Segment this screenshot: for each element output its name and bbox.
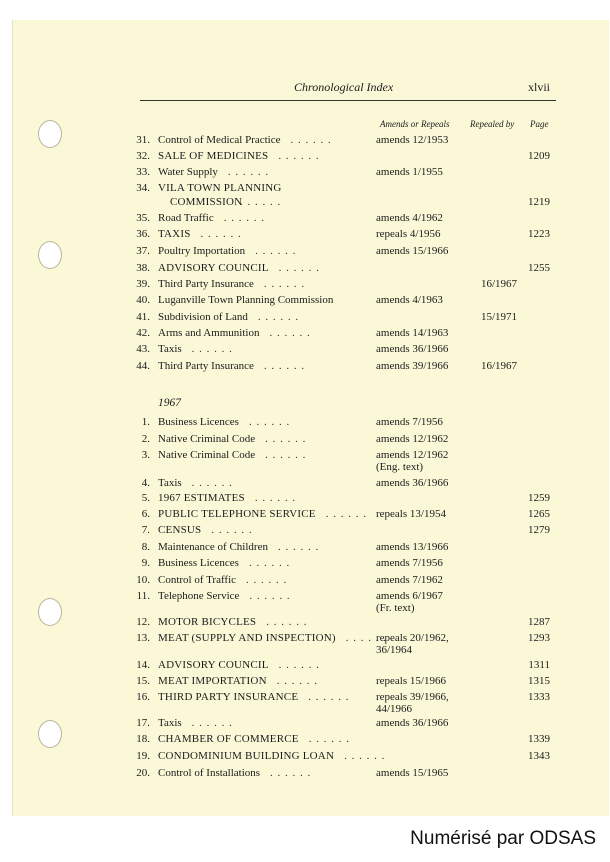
amends-or-repeals-continued: 44/1966	[376, 703, 413, 715]
page-reference: 1333	[528, 691, 550, 703]
amends-or-repeals-continued: (Fr. text)	[376, 602, 415, 614]
entry-title: Control of Traffic	[158, 574, 237, 586]
leader-dots: . . . . . .	[200, 228, 242, 240]
entry-number: 9.	[141, 557, 150, 569]
amends-or-repeals: repeals 4/1956	[376, 228, 441, 240]
leader-dots: . . . . . .	[263, 278, 306, 290]
leader-dots: . . . . . .	[191, 477, 233, 489]
amends-or-repeals: amends 39/1966	[376, 360, 449, 372]
header-rule	[140, 100, 556, 101]
leader-dots: . . . . . .	[255, 245, 297, 257]
page-reference: 1223	[528, 228, 550, 240]
entry-title: CONDOMINIUM BUILDING LOAN	[158, 750, 335, 762]
leader-dots: . . . . . .	[248, 416, 291, 428]
entry-number: 34.	[136, 182, 150, 194]
amends-or-repeals: amends 36/1966	[376, 343, 449, 355]
entry-number: 35.	[136, 212, 150, 224]
amends-or-repeals-continued: 36/1964	[376, 644, 413, 656]
amends-or-repeals: amends 14/1963	[376, 327, 449, 339]
entry-number: 14.	[136, 659, 150, 671]
entry-number: 39.	[136, 278, 150, 290]
column-header-amends: Amends or Repeals	[380, 119, 450, 129]
entry-number: 11.	[136, 590, 150, 602]
leader-dots: . . . . . .	[240, 195, 282, 208]
entry-title: Poultry Importation	[158, 245, 246, 257]
repealed-by: 16/1967	[481, 278, 518, 290]
leader-dots: . . . . . .	[277, 541, 320, 553]
leader-dots: . . . . . .	[345, 632, 388, 644]
entry-title: 1967 ESTIMATES	[158, 492, 245, 504]
leader-dots: . . . . . .	[254, 492, 297, 504]
amends-or-repeals: repeals 13/1954	[376, 508, 446, 520]
entry-title: SALE OF MEDICINES	[158, 150, 269, 162]
entry-title: Native Criminal Code	[158, 449, 256, 461]
entry-title: Business Licences	[158, 416, 239, 428]
entry-title: Luganville Town Planning Commission	[158, 294, 334, 306]
leader-dots: . . . . . .	[265, 449, 307, 461]
leader-dots: . . . . . .	[191, 717, 233, 729]
amends-or-repeals: amends 7/1956	[376, 557, 443, 569]
entry-number: 5.	[141, 492, 150, 504]
entry-number: 18.	[136, 733, 150, 745]
amends-or-repeals: amends 36/1966	[376, 477, 449, 489]
entry-number: 1.	[141, 416, 150, 428]
leader-dots: . . . . . .	[227, 166, 270, 178]
amends-or-repeals: amends 36/1966	[376, 717, 449, 729]
entry-title: Business Licences	[158, 557, 239, 569]
entry-title: Taxis	[158, 717, 182, 729]
entry-number: 16.	[136, 691, 150, 703]
amends-or-repeals: repeals 39/1966,	[376, 691, 449, 703]
leader-dots: . . . . . .	[246, 574, 288, 586]
entry-title: TAXIS	[158, 228, 191, 240]
entry-number: 15.	[136, 675, 150, 687]
entry-title: CENSUS	[158, 524, 202, 536]
entry-title: Third Party Insurance	[158, 360, 254, 372]
entry-title: Road Traffic	[158, 212, 214, 224]
amends-or-repeals: repeals 20/1962,	[376, 632, 449, 644]
entry-number: 6.	[141, 508, 150, 520]
entry-number: 4.	[141, 477, 150, 489]
leader-dots: . . . . . .	[278, 262, 320, 274]
leader-dots: . . . . . .	[290, 134, 332, 146]
leader-dots: . . . . . .	[249, 590, 291, 602]
amends-or-repeals: amends 4/1963	[376, 294, 443, 306]
entry-number: 20.	[136, 767, 150, 779]
leader-dots: . . . . . .	[269, 327, 311, 339]
page-reference: 1311	[528, 659, 550, 671]
entry-title: Control of Installations	[158, 767, 261, 779]
entry-number: 40.	[136, 294, 150, 306]
leader-dots: . . . . . .	[278, 659, 320, 671]
entry-number: 12.	[136, 616, 150, 628]
leader-dots: . . . . . .	[276, 675, 318, 687]
entry-number: 36.	[136, 228, 150, 240]
amends-or-repeals: amends 12/1962	[376, 433, 449, 445]
amends-or-repeals: amends 12/1962	[376, 449, 449, 461]
entry-number: 8.	[141, 541, 150, 553]
entry-number: 2.	[141, 433, 150, 445]
entry-number: 10.	[136, 574, 150, 586]
amends-or-repeals: amends 7/1962	[376, 574, 443, 586]
page-reference: 1219	[528, 195, 550, 208]
amends-or-repeals: amends 15/1965	[376, 767, 449, 779]
leader-dots: . . . . . .	[211, 524, 253, 536]
column-header-page: Page	[530, 119, 549, 129]
leader-dots: . . . . . .	[263, 360, 306, 372]
entry-number: 13.	[136, 632, 150, 644]
page-reference: 1209	[528, 150, 550, 162]
amends-or-repeals: amends 13/1966	[376, 541, 449, 553]
entry-title: Control of Medical Practice	[158, 134, 281, 146]
entry-title: Arms and Ammunition	[158, 327, 260, 339]
entry-title: Taxis	[158, 343, 182, 355]
repealed-by: 15/1971	[481, 311, 518, 323]
leader-dots: . . . . . .	[191, 343, 233, 355]
amends-or-repeals: amends 7/1956	[376, 416, 443, 428]
entry-number: 19.	[136, 750, 150, 762]
entry-number: 37.	[136, 245, 150, 257]
entry-title: CHAMBER OF COMMERCE	[158, 733, 299, 745]
entry-number: 43.	[136, 343, 150, 355]
entry-number: 17.	[136, 717, 150, 729]
leader-dots: . . . . . .	[308, 691, 350, 703]
page-reference: 1293	[528, 632, 550, 644]
page-reference: 1343	[528, 750, 550, 762]
column-header-repealed: Repealed by	[470, 119, 515, 129]
repealed-by: 16/1967	[481, 360, 518, 372]
entry-title: ADVISORY COUNCIL	[158, 262, 269, 274]
digitization-credit: Numérisé par ODSAS	[410, 828, 596, 849]
year-heading: 1967	[158, 397, 181, 409]
page-reference: 1255	[528, 262, 550, 274]
page-number: xlvii	[528, 80, 551, 94]
amends-or-repeals: amends 15/1966	[376, 245, 449, 257]
entry-number: 32.	[136, 150, 150, 162]
entry-title: Water Supply	[158, 166, 218, 178]
entry-title: MEAT (SUPPLY AND INSPECTION)	[158, 632, 336, 644]
entry-title: PUBLIC TELEPHONE SERVICE	[158, 508, 316, 520]
amends-or-repeals: amends 1/1955	[376, 166, 443, 178]
entry-title: Telephone Service	[158, 590, 240, 602]
amends-or-repeals: repeals 15/1966	[376, 675, 446, 687]
entry-title: Third Party Insurance	[158, 278, 254, 290]
page-reference: 1339	[528, 733, 550, 745]
entry-title: MEAT IMPORTATION	[158, 675, 267, 687]
page-reference: 1265	[528, 508, 550, 520]
entry-title: ADVISORY COUNCIL	[158, 659, 269, 671]
page-reference: 1259	[528, 492, 550, 504]
leader-dots: . . . . . .	[265, 433, 307, 445]
entry-title: THIRD PARTY INSURANCE	[158, 691, 299, 703]
amends-or-repeals: amends 4/1962	[376, 212, 443, 224]
entry-number: 7.	[141, 524, 150, 536]
entry-number: 42.	[136, 327, 150, 339]
amends-or-repeals: amends 12/1953	[376, 134, 449, 146]
leader-dots: . . . . . .	[344, 750, 386, 762]
leader-dots: . . . . . .	[308, 733, 350, 745]
entry-number: 41.	[136, 311, 150, 323]
page-reference: 1279	[528, 524, 550, 536]
amends-or-repeals-continued: (Eng. text)	[376, 461, 424, 473]
entry-number: 38.	[136, 262, 150, 274]
entry-title: MOTOR BICYCLES	[158, 616, 257, 628]
entry-title: Subdivision of Land	[158, 311, 248, 323]
leader-dots: . . . . . .	[223, 212, 265, 224]
entry-title: Taxis	[158, 477, 182, 489]
entry-number: 33.	[136, 166, 150, 178]
entry-title: Maintenance of Children	[158, 541, 268, 553]
leader-dots: . . . . . .	[257, 311, 300, 323]
leader-dots: . . . . . .	[248, 557, 291, 569]
entry-number: 44.	[136, 360, 150, 372]
entry-title: VILA TOWN PLANNING	[158, 182, 282, 194]
entry-title-continued: COMMISSION	[170, 195, 243, 208]
entry-number: 31.	[136, 134, 150, 146]
entry-title: Native Criminal Code	[158, 433, 256, 445]
leader-dots: . . . . . .	[278, 150, 320, 162]
page-reference: 1287	[528, 616, 550, 628]
entry-number: 3.	[141, 449, 150, 461]
leader-dots: . . . . . .	[266, 616, 308, 628]
page-reference: 1315	[528, 675, 550, 687]
amends-or-repeals: amends 6/1967	[376, 590, 443, 602]
running-title: Chronological Index	[294, 80, 394, 94]
leader-dots: . . . . . .	[270, 767, 312, 779]
leader-dots: . . . . . .	[325, 508, 367, 520]
